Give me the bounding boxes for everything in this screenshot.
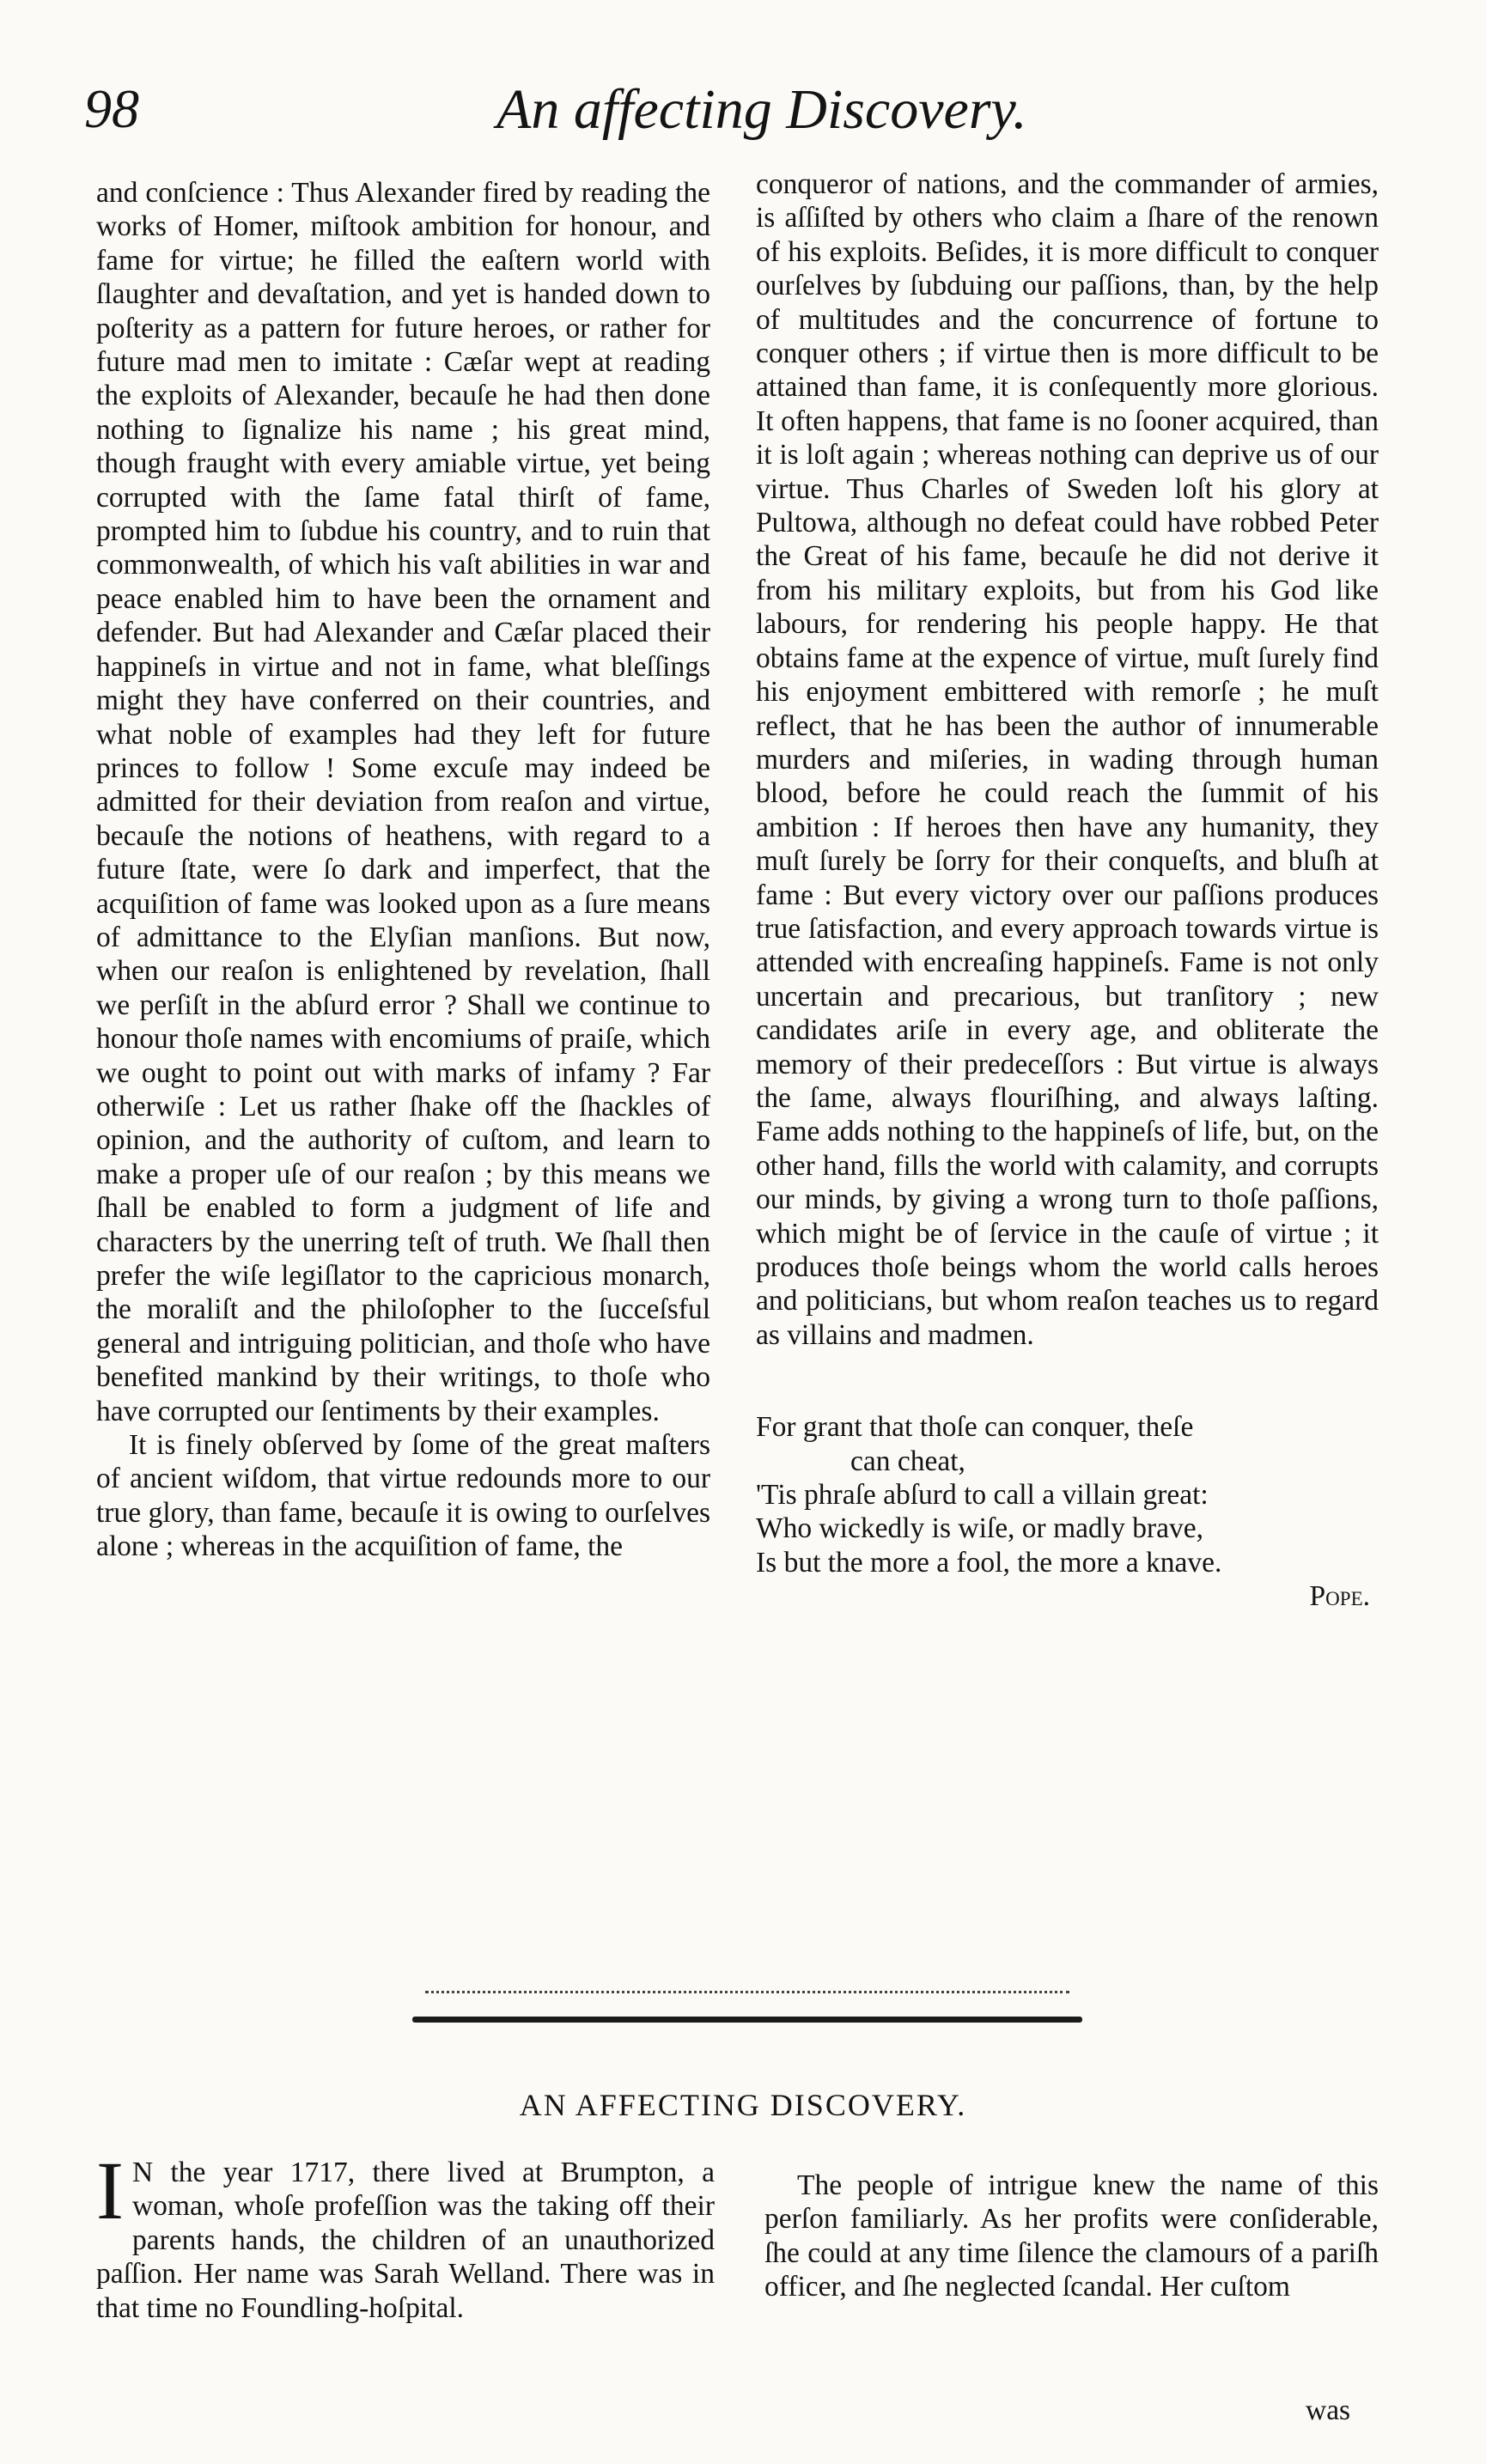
right-column <box>756 167 1379 1614</box>
drop-cap: I <box>96 2145 124 2236</box>
poem-line-2: 'Tis phraſe abſurd to call a villain great: <box>756 1479 1209 1512</box>
section-divider-rule <box>412 2017 1082 2023</box>
left-paragraph-1: and conſcience : Thus Alexander fired by reading the works of Homer, miſtook ambition for honour, and fame for virtue; he filled the eaſtern world with ſlaughter and devaſtation, and yet is handed down to poſterity as a pattern for future heroes, or rather for future mad men to imitate : Cæſar wept at reading the exploits of Alexander, becauſe he had then done nothing to ſignalize his name ; his great mind, though fraught with every amiable virtue, yet being corrupted with the ſame fatal thirſt of fame, prompted him to ſubdue his country, and to ruin that commonwealth, of which his vaſt abilities in war and peace enabled him to have been the ornament and defender. But had Alexander and Cæſar placed their happineſs in virtue and not in fame, what bleſſings might they have conferred on their countries, and what noble of examples had they left for future princes to follow ! Some excuſe may indeed be admitted for their deviation from reaſon and virtue, becauſe the notions of heathens, with regard to a future ſtate, were ſo dark and imperfect, that the acquiſition of fame was looked upon as a ſure means of admittance to the Elyſian manſions. But now, when our reaſon is enlightened by revelation, ſhall we perſiſt in the abſurd error ? Shall we continue to honour thoſe names with encomiums of praiſe, which we ought to point out with marks of infamy ? Far otherwiſe : Let us rather ſhake off the ſhackles of opinion, and the authority of cuſtom, and learn to make a proper uſe of our reaſon ; by this means we ſhall be enabled to form a judgment of life and characters by the unerring teſt of truth. We ſhall then prefer the wiſe legiſlator to the capricious monarch, the moraliſt and the philoſopher to the ſucceſsful general and intriguing politician, and thoſe who have benefited mankind by their writings, to thoſe who have corrupted our ſentiments by their examples. <box>96 177 710 1427</box>
page-header <box>84 77 1381 172</box>
section-title: AN AFFECTING DISCOVERY. <box>519 2088 967 2122</box>
bottom-left-paragraph <box>96 2145 715 2325</box>
ornamental-dotted-rule <box>425 1991 1069 1997</box>
poem-quotation <box>756 1410 1379 1579</box>
bottom-right-column <box>764 2169 1379 2304</box>
left-column <box>96 176 710 1564</box>
page-number: 98 <box>84 78 139 139</box>
running-title: An affecting Discovery. <box>496 78 1027 141</box>
right-paragraph: conqueror of nations, and the commander of armies, is aſſiſted by others who claim a ſhare of the renown of his exploits. Beſides, it is more difficult to conquer ourſelves by ſubduing our paſſions, than, by the help of multitudes and the concurrence of fortune to conquer others ; if virtue then is more difficult to be attained than fame, it is conſequently more glorious. It often happens, that fame is no ſooner acquired, than it is loſt again ; whereas nothing can deprive us of our virtue. Thus Charles of Sweden loſt his glory at Pultowa, although no defeat could have robbed Peter the Great of his fame, becauſe he did not derive it from his military exploits, but from his God like labours, for rendering his people happy. He that obtains fame at the expence of virtue, muſt ſurely find his enjoyment embittered with remorſe ; he muſt reflect, that he has been the author of innumerable murders and miſeries, in wading through human blood, before he could reach the ſummit of his ambition : If heroes then have any humanity, they muſt ſurely be ſorry for their conqueſts, and bluſh at fame : But every victory over our paſſions produces true ſatisfaction, and every approach towards virtue is attended with encreaſing happineſs. Fame is not only uncertain and precarious, but tranſitory ; new candidates ariſe in every age, and obliterate the memory of their predeceſſors : But virtue is always the ſame, always flouriſhing, and always laſting. Fame adds nothing to the happineſs of life, but, on the other hand, fills the world with calamity, and corrupts our minds, by giving a wrong turn to thoſe paſſions, which might be of ſervice in the cauſe of virtue ; it produces thoſe beings whom the world calls heroes and politicians, but whom reaſon teaches us to regard as villains and madmen. <box>756 168 1379 1351</box>
left-paragraph-2: It is finely obſerved by ſome of the great maſters of ancient wiſdom, that virtue redounds more to our true glory, than fame, becauſe it is owing to ourſelves alone ; whereas in the acquiſition of fame, the <box>96 1429 710 1563</box>
bottom-left-column <box>96 2145 715 2325</box>
bottom-right-paragraph: The people of intrigue knew the name of this perſon familiarly. As her profits were conſiderable, ſhe could at any time ſilence the clamours of a pariſh officer, and ſhe neglected ſcandal. Her cuſtom <box>764 2169 1379 2303</box>
poem-line-1-continued: can cheat, <box>850 1445 965 1477</box>
poem-line-4: Is but the more a fool, the more a knave. <box>756 1546 1222 1579</box>
poem-line-1: For grant that thoſe can conquer, theſe <box>756 1411 1194 1444</box>
catchword: was <box>1306 2394 1351 2426</box>
poem-attribution: Pope. <box>1309 1580 1370 1613</box>
bottom-left-text: N the year 1717, there lived at Brumpton, a woman, whoſe profeſſion was the taking off their parents hands, the children of an unauthorized paſſion. Her name was Sarah Welland. There was in that time no Foundling-hoſpital. <box>96 2157 715 2324</box>
poem-line-3: Who wickedly is wiſe, or madly brave, <box>756 1512 1203 1545</box>
